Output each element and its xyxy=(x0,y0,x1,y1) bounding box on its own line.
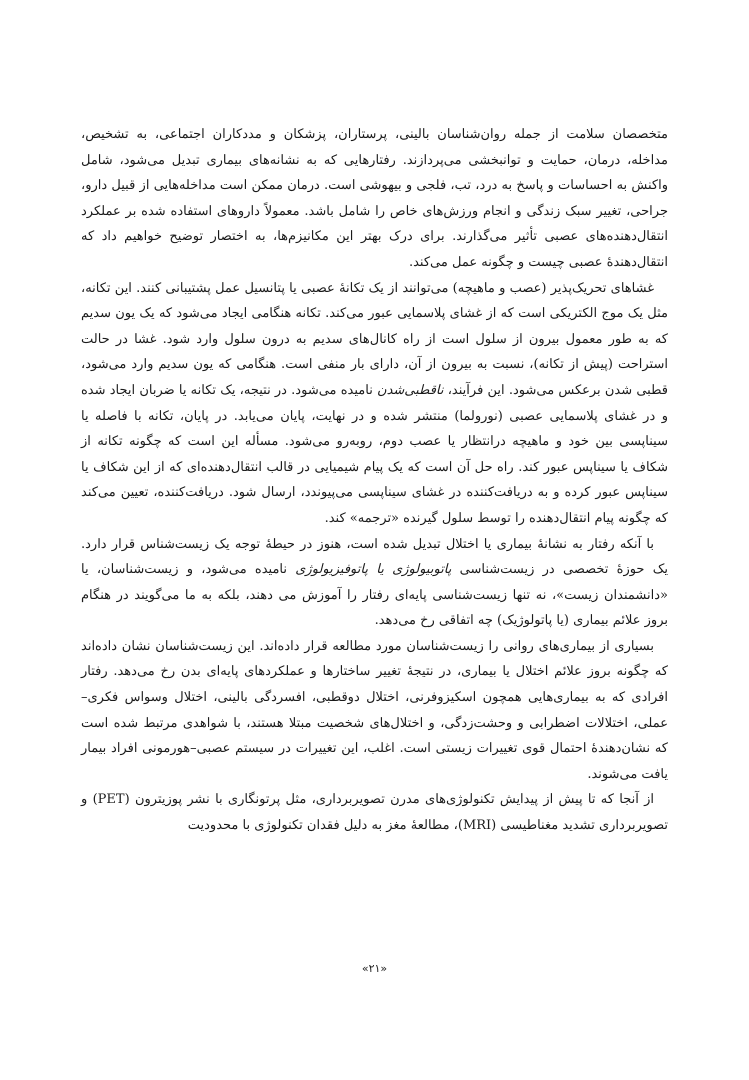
italic-term: ناقطبی‌شدن xyxy=(377,382,444,398)
italic-term: پاتوبیولوژی یا پاتوفیزیولوژی xyxy=(295,562,452,578)
paragraph-4 xyxy=(81,634,668,788)
paragraph-text: غشاهای تحریک‌پذیر (عصب و ماهیچه) می‌توانند از یک تکانهٔ عصبی یا پتانسیل عمل پشتیبانی کنند. این تکانه، مثل یک موج الکتریکی است که از غشای پلاسمایی عبور می‌کند. تکانه هنگامی ایجاد می‌شود که یک یون سدیم که به طور معمول بیرون از سلول است از راه کانال‌های سدیم به درون سلول وارد شود. غشا در حالت استراحت (پیش از تکانه)، نسبت به بیرون از آن، دارای بار منفی است. هنگامی که یون سدیم وارد می‌شود، قطبی شدن برعکس می‌شود. این فرآیند، xyxy=(81,280,668,398)
paragraph-text: نامیده می‌شود. در نتیجه، یک تکانه یا ضربان ایجاد شده و در غشای پلاسمایی عصبی (نورولما) منتشر شده و در نهایت، پایان می‌یابد. در پایان، تکانه با فاصله یا سیناپسی بین خود و ماهیچه درانتظار یا عصب دوم، روبه‌رو می‌شود. مسأله این است که چگونه تکانه از شکاف یا سیناپس عبور کند. راه حل آن است که یک پیام شیمیایی در قالب انتقال‌دهنده‌ای که از این شکاف یا سیناپس عبور کرده و به دریافت‌کننده در غشای سیناپسی می‌پیوندد، ارسال شود. دریافت‌کننده، تعیین می‌کند که چگونه پیام انتقال‌دهنده را توسط سلول گیرنده «ترجمه» کند. xyxy=(81,382,668,526)
document-body xyxy=(81,122,668,839)
paragraph-3 xyxy=(81,532,668,634)
paragraph-text: نامیده می‌شود، و زیست‌شناسان، یا «دانشمندان زیست»، نه تنها زیست‌شناسی پایه‌ای رفتار را آموزش می دهند، بلکه به ما می‌گویند در هنگام بروز علائم بیماری (یا پاتولوژیک) چه اتفاقی رخ می‌دهد. xyxy=(81,562,668,629)
paragraph-5 xyxy=(81,787,668,838)
paragraph-2 xyxy=(81,276,668,532)
paragraph-text: متخصصان سلامت از جمله روان‌شناسان بالینی، پرستاران، پزشکان و مددکاران اجتماعی، به تشخیص، مداخله، درمان، حمایت و توانبخشی می‌پردازند. رفتارهایی که به نشانه‌های بیماری تبدیل می‌شود، شامل واکنش به احساسات و پاسخ به درد، تب، فلجی و بیهوشی است. درمان ممکن است مداخله‌هایی از قبیل دارو، جراحی، تغییر سبک زندگی و انجام ورزش‌های خاص را شامل باشد. معمولاً داروهای استفاده شده بر عملکرد انتقال‌دهنده‌های عصبی تأثیر می‌گذارند. برای درک بهتر این مکانیزم‌ها، به اختصار توضیح خواهیم داد که انتقال‌دهندهٔ عصبی چیست و چگونه عمل می‌کند. xyxy=(81,127,668,270)
paragraph-text: بسیاری از بیماری‌های روانی را زیست‌شناسان مورد مطالعه قرار داده‌اند. این زیست‌شناسان نشان داده‌اند که چگونه بروز علائم اختلال یا بیماری، در نتیجهٔ تغییر ساختارها و عملکردهای پایه‌ای بدن رخ می‌دهد. رفتار افرادی که به بیماری‌هایی همچون اسکیزوفرنی، اختلال دوقطبی، افسردگی بالینی، اختلال وسواس فکری–عملی، اختلالات اضطرابی و وحشت‌زدگی، و اختلال‌های شخصیت مبتلا هستند، با شواهدی مرتبط شده است که نشان‌دهندهٔ احتمال قوی تغییرات زیستی است. اغلب، این تغییرات در سیستم عصبی–هورمونی افراد بیمار یافت می‌شوند. xyxy=(81,638,668,782)
paragraph-1 xyxy=(81,122,668,276)
paragraph-text: با آنکه رفتار به نشانهٔ بیماری یا اختلال تبدیل شده است، هنوز در حیطهٔ توجه یک زیست‌شناس قرار دارد. یک حوزهٔ تخصصی در زیست‌شناسی xyxy=(81,536,668,578)
paragraph-text: از آنجا که تا پیش از پیدایش تکنولوژی‌های مدرن تصویربرداری، مثل پرتونگاری با نشر پوزیترون (PET) و تصویربرداری تشدید مغناطیسی (MRI)، مطالعهٔ مغز به دلیل فقدان تکنولوژی با محدودیت xyxy=(81,792,668,834)
page-number: «۲۱» xyxy=(361,962,388,975)
